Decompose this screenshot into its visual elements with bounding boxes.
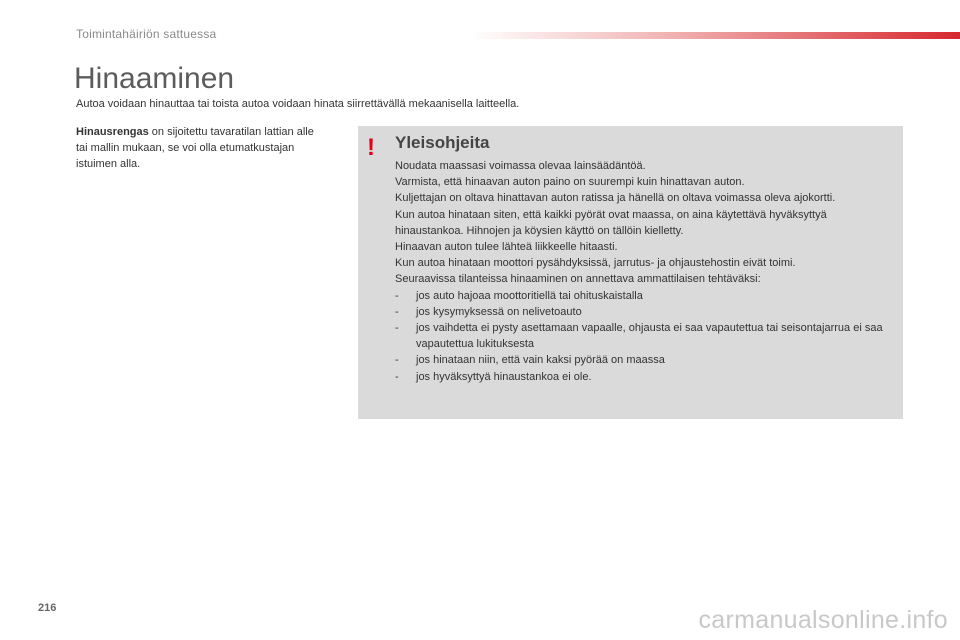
box-paragraph: Seuraavissa tilanteissa hinaaminen on annettava ammattilaisen tehtäväksi: (395, 273, 761, 286)
list-item (395, 288, 895, 304)
box-title: Yleisohjeita (395, 133, 490, 152)
box-paragraph: Noudata maassasi voimassa olevaa lainsäädäntöä. (395, 160, 646, 172)
list-item-text: jos hyväksyttyä hinaustankoa ei ole. (416, 370, 592, 383)
list-marker: - (395, 305, 399, 318)
header-accent-rule (470, 32, 960, 39)
exclamation-icon: ! (367, 134, 375, 161)
page-number: 216 (38, 602, 57, 614)
list-marker: - (395, 370, 399, 383)
box-body (395, 158, 895, 385)
side-note-term: Hinausrengas (76, 126, 149, 138)
list-item-text: jos auto hajoaa moottoritiellä tai ohituskaistalla (416, 289, 643, 302)
box-paragraph: Kun autoa hinataan moottori pysähdyksissä, jarrutus- ja ohjaustehostin eivät toimi. (395, 257, 796, 270)
side-note-text: on sijoitettu tavaratilan lattian alle tai mallin mukaan, se voi olla etumatkustajan istuimen alla. (76, 126, 314, 170)
list-item (395, 352, 895, 368)
list-marker: - (395, 289, 399, 302)
list-marker: - (395, 354, 399, 367)
general-instructions-box (358, 126, 903, 419)
towing-cases-list (395, 288, 895, 385)
list-item-text: jos vaihdetta ei pysty asettamaan vapaalle, ohjausta ei saa vapautettua tai seisontajarrua ei saa vapautettua lukituksesta (416, 322, 883, 351)
list-item (395, 320, 895, 352)
box-paragraph: Varmista, että hinaavan auton paino on suurempi kuin hinattavan auton. (395, 176, 745, 189)
section-title: Hinaaminen (74, 62, 235, 95)
box-paragraph: Hinaavan auton tulee lähteä liikkeelle hitaasti. (395, 241, 618, 254)
list-item-text: jos kysymyksessä on nelivetoauto (416, 305, 582, 318)
watermark: carmanualsonline.info (698, 606, 948, 634)
box-paragraph: Kuljettajan on oltava hinattavan auton ratissa ja hänellä on oltava voimassa oleva ajokortti. (395, 192, 836, 205)
list-item (395, 304, 895, 320)
list-marker: - (395, 322, 399, 335)
section-intro: Autoa voidaan hinauttaa tai toista autoa voidaan hinata siirrettävällä mekaanisella laitteella. (76, 98, 520, 110)
side-note (76, 124, 316, 172)
list-item-text: jos hinataan niin, että vain kaksi pyörää on maassa (416, 354, 665, 367)
box-paragraph: Kun autoa hinataan siten, että kaikki pyörät ovat maassa, on aina käytettävä hyväksyttyä hinaustankoa. Hihnojen ja köysien käyttö on tällöin kielletty. (395, 208, 827, 237)
list-item (395, 369, 895, 385)
running-header: Toimintahäiriön sattuessa (76, 27, 217, 41)
